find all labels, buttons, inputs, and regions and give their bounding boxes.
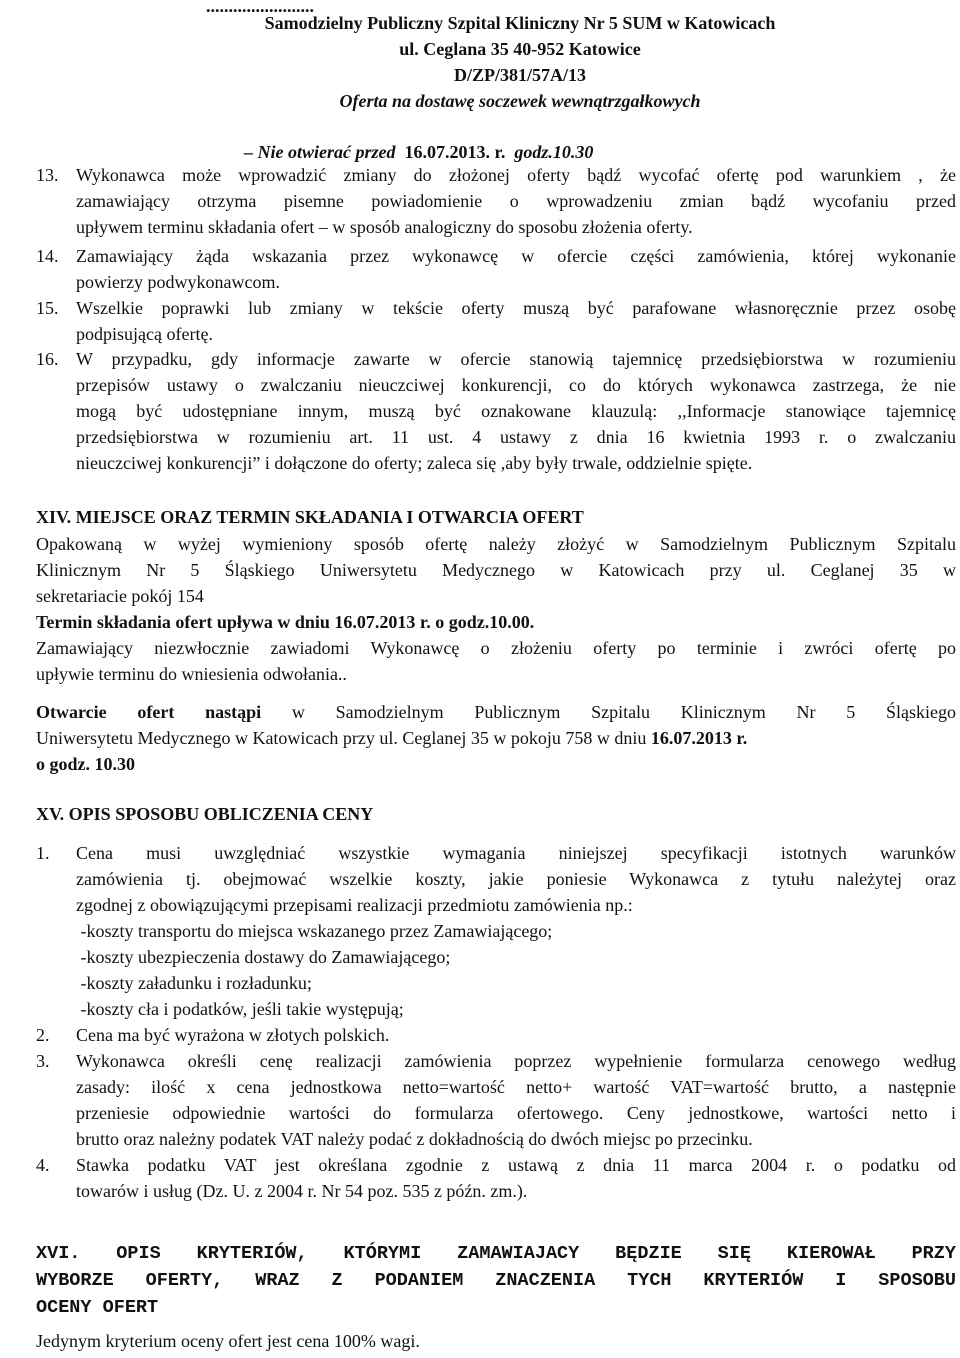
item-line: przepisów ustawy o zwalczaniu nieuczciwej konkurencji, co do których wykonawca zastrzega, że nie	[76, 375, 956, 395]
section-xiv-heading: XIV. MIEJSCE ORAZ TERMIN SKŁADANIA I OTWARCIA OFERT	[36, 507, 584, 527]
do-not-open-date: 16.07.2013. r.	[404, 142, 506, 162]
list-item-14	[36, 243, 956, 295]
opening-notice	[36, 699, 956, 777]
item-number: 14.	[36, 246, 59, 266]
item-number: 2.	[36, 1025, 50, 1045]
cost-line: -koszty załadunku i rozładunku;	[76, 973, 312, 993]
late-offer-notice	[36, 635, 956, 687]
price-item-2	[36, 1022, 956, 1048]
top-dots: ........................	[206, 0, 314, 16]
item-line: Wszelkie poprawki lub zmiany w tekście oferty muszą być parafowane własnoręcznie przez osobę	[76, 298, 956, 318]
criteria-text: Jedynym kryterium oceny ofert jest cena 100% wagi.	[36, 1331, 420, 1351]
section-xv-heading: XV. OPIS SPOSOBU OBLICZENIA CENY	[36, 804, 374, 824]
list-item-16	[36, 346, 956, 476]
hospital-name: Samodzielny Publiczny Szpital Kliniczny Nr 5 SUM w Katowicach	[264, 13, 776, 33]
paragraph-line: Klinicznym Nr 5 Śląskiego Uniwersytetu Medycznego w Katowicach przy ul. Ceglanej 35 w	[36, 560, 956, 580]
list-item-13	[36, 162, 956, 240]
price-item-1	[36, 840, 956, 1022]
opening-label: Otwarcie ofert nastąpi	[36, 702, 262, 722]
heading-line: XVI. OPIS KRYTERIÓW, KTÓRYMI ZAMAWIAJACY BĘDZIE SIĘ KIEROWAŁ PRZY	[36, 1243, 956, 1264]
item-line: zgodnej z obowiązującymi przepisami realizacji przedmiotu zamówienia np.:	[76, 895, 633, 915]
opening-line-2	[36, 725, 956, 751]
list-item-15	[36, 295, 956, 347]
offer-subject: Oferta na dostawę soczewek wewnątrzgałkowych	[339, 91, 701, 111]
item-line: Wykonawca określi cenę realizacji zamówienia poprzez wypełnienie formularza cenowego według	[76, 1051, 956, 1071]
item-line: zasady: ilość x cena jednostkowa netto=wartość netto+ wartość VAT=wartość brutto, a następnie	[76, 1077, 956, 1097]
paragraph-line: Zamawiający niezwłocznie zawiadomi Wykonawcę o złożeniu oferty po terminie i zwróci ofertę po	[36, 638, 956, 658]
item-line: W przypadku, gdy informacje zawarte w ofercie stanowią tajemnicę przedsiębiorstwa w rozumieniu	[76, 349, 956, 369]
item-number: 1.	[36, 843, 50, 863]
item-number: 3.	[36, 1051, 50, 1071]
item-line: Cena musi uwzględniać wszystkie wymagania niniejszej specyfikacji istotnych warunków	[76, 843, 956, 863]
price-item-3	[36, 1048, 956, 1152]
item-line: brutto oraz należny podatek VAT należy podać z dokładnością do dwóch miejsc po przecinku.	[76, 1129, 753, 1149]
item-line: zamawiający otrzyma pisemne powiadomienie o wprowadzeniu zmian bądź wycofaniu przed	[76, 191, 956, 211]
item-line: upływem terminu składania ofert – w sposób analogiczny do sposobu złożenia oferty.	[76, 217, 693, 237]
item-line: podpisującą ofertę.	[76, 324, 213, 344]
hospital-address: ul. Ceglana 35 40-952 Katowice	[399, 39, 641, 59]
do-not-open-time: godz.10.30	[514, 142, 594, 162]
cost-line: -koszty ubezpieczenia dostawy do Zamawiającego;	[76, 947, 451, 967]
opening-date: 16.07.2013 r.	[650, 728, 748, 748]
heading-line: WYBORZE OFERTY, WRAZ Z PODANIEM ZNACZENIA TYCH KRYTERIÓW I SPOSOBU	[36, 1270, 956, 1291]
paragraph-line: sekretariacie pokój 154	[36, 586, 204, 606]
case-number: D/ZP/381/57A/13	[453, 65, 586, 85]
opening-time: o godz. 10.30	[36, 754, 135, 774]
item-line: przeniesie odpowiednie wartości do formularza ofertowego. Ceny jednostkowe, wartości netto i	[76, 1103, 956, 1123]
opening-place: w Samodzielnym Publicznym Szpitalu Klinicznym Nr 5 Śląskiego	[261, 702, 956, 722]
item-number: 13.	[36, 165, 59, 185]
item-line: Cena ma być wyrażona w złotych polskich.	[76, 1025, 390, 1045]
cost-line: -koszty cła i podatków, jeśli takie występują;	[76, 999, 404, 1019]
item-line: mogą być udostępniane innym, muszą być oznakowane klauzulą: ,,Informacje stanowiące tajemnicę	[76, 401, 956, 421]
item-line: towarów i usług (Dz. U. z 2004 r. Nr 54 poz. 535 z późn. zm.).	[76, 1181, 528, 1201]
item-line: Wykonawca może wprowadzić zmiany do złożonej oferty bądź wycofać ofertę pod warunkiem , że	[76, 165, 956, 185]
item-line: przedsiębiorstwa w rozumieniu art. 11 ust. 4 ustawy z dnia 16 kwietnia 1993 r. o zwalczaniu	[76, 427, 956, 447]
item-number: 4.	[36, 1155, 50, 1175]
opening-place-cont: Uniwersytetu Medycznego w Katowicach przy ul. Ceglanej 35 w pokoju 758 w dniu	[36, 728, 651, 748]
item-number: 15.	[36, 298, 59, 318]
opening-line-1	[36, 699, 956, 725]
item-line: Stawka podatku VAT jest określana zgodnie z ustawą z dnia 11 marca 2004 r. o podatku od	[76, 1155, 956, 1175]
section-xvi-heading	[36, 1240, 956, 1321]
item-line: powierzy podwykonawcom.	[76, 272, 280, 292]
price-item-4	[36, 1152, 956, 1204]
item-number: 16.	[36, 349, 59, 369]
paragraph-line: upływie terminu do wniesienia odwołania..	[36, 664, 347, 684]
submission-deadline: Termin składania ofert upływa w dniu 16.07.2013 r. o godz.10.00.	[36, 612, 535, 632]
item-line: Zamawiający żąda wskazania przez wykonawcę w ofercie części zamówienia, której wykonanie	[76, 246, 956, 266]
do-not-open-prefix: – Nie otwierać przed	[244, 142, 396, 162]
heading-line: OCENY OFERT	[36, 1297, 159, 1318]
item-line: zamówienia tj. obejmować wszelkie koszty, jakie poniesie Wykonawca z tytułu należytej oraz	[76, 869, 956, 889]
section-xiv-paragraph	[36, 531, 956, 609]
item-line: nieuczciwej konkurencji” i dołączone do oferty; zaleca się ,aby były trwale, oddzielnie spięte.	[76, 453, 753, 473]
cost-line: -koszty transportu do miejsca wskazanego przez Zamawiającego;	[76, 921, 553, 941]
paragraph-line: Opakowaną w wyżej wymieniony sposób ofertę należy złożyć w Samodzielnym Publicznym Szpitalu	[36, 534, 956, 554]
